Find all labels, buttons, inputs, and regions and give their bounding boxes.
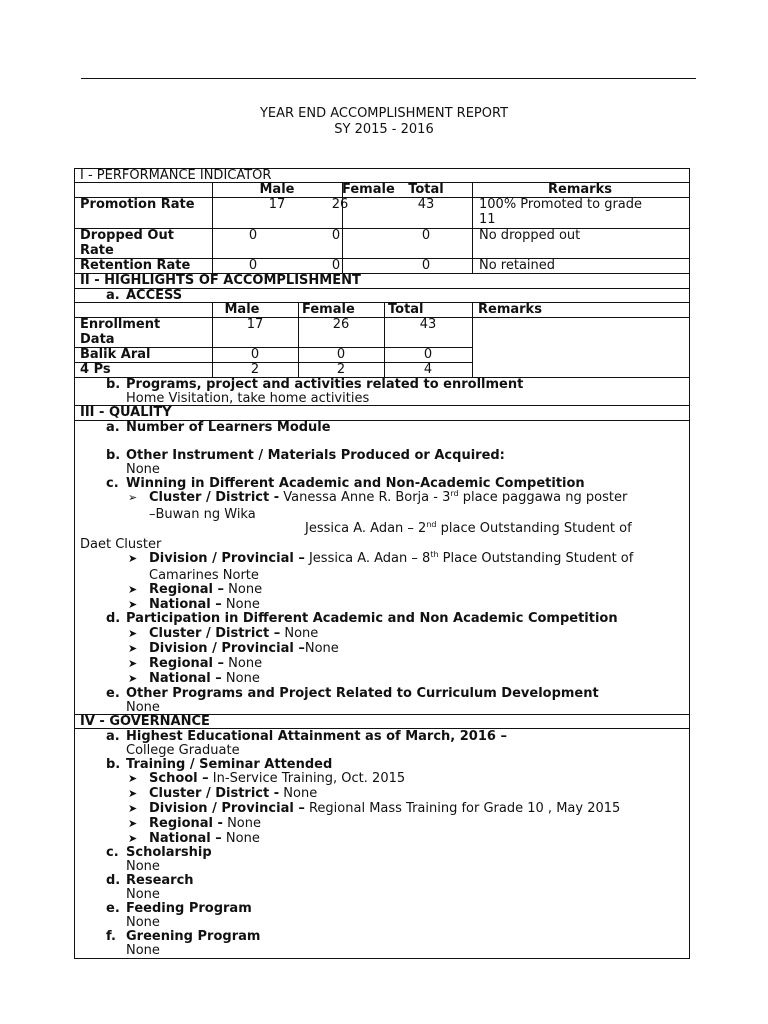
winning-cluster-cont: –Buwan ng Wika [149,507,256,522]
row-label-enrollment-cont: Data [80,332,115,347]
cell-male: 17 [268,197,286,212]
report-title: YEAR END ACCOMPLISHMENT REPORT [259,106,509,121]
cell-total: 0 [421,228,431,243]
cell-male: 0 [250,347,260,362]
arrow-bullet-icon: ➤ [128,772,138,785]
greening-label: Greening Program [126,929,261,944]
attainment-value: College Graduate [126,743,240,758]
header-total: Total [408,182,444,197]
training-item: Division / Provincial – Regional Mass Training for Grade 10 , May 2015 [149,801,621,816]
curriculum-label: Other Programs and Project Related to Curriculum Development [126,686,599,701]
list-marker: a. [106,729,120,744]
row-label-retention: Retention Rate [80,258,191,273]
header-remarks: Remarks [478,302,542,317]
list-marker: f. [106,929,116,944]
feeding-label: Feeding Program [126,901,252,916]
instruments-value: None [126,462,160,477]
cell-female: 0 [331,258,341,273]
arrow-bullet-icon: ➤ [128,642,138,655]
programs-label: Programs, project and activities related to enrollment [126,377,524,392]
participation-item: Regional – None [149,656,263,671]
row-label-4ps: 4 Ps [80,362,111,377]
winning-division: Division / Provincial – Jessica A. Adan – 8th Place Outstanding Student of [149,550,634,566]
arrow-bullet-icon: ➤ [128,787,138,800]
cell-total: 43 [419,317,437,332]
cell-total: 0 [421,258,431,273]
cell-male: 0 [248,228,258,243]
list-marker: b. [106,448,121,463]
list-marker: e. [106,901,120,916]
cell-remarks: 100% Promoted to grade [479,197,643,212]
list-marker: c. [106,476,119,491]
header-male: Male [224,302,260,317]
curriculum-value: None [126,700,160,715]
school-year: SY 2015 - 2016 [334,122,434,137]
training-item: National – None [149,831,260,846]
greening-value: None [126,943,160,958]
cell-remarks: No retained [479,258,556,273]
instruments-label: Other Instrument / Materials Produced or Acquired: [126,448,505,463]
list-marker: c. [106,845,119,860]
cell-male: 17 [246,317,264,332]
section-heading-performance: I - PERFORMANCE INDICATOR [80,168,272,183]
winning-division-cont: Camarines Norte [149,568,259,583]
participation-label: Participation in Different Academic and Non Academic Competition [126,611,618,626]
training-item: Cluster / District - None [149,786,318,801]
winning-cluster-2: Jessica A. Adan – 2nd place Outstanding Student of [305,520,632,536]
scholarship-value: None [126,859,160,874]
arrow-bullet-icon: ➤ [128,672,138,685]
learners-module-label: Number of Learners Module [126,420,331,435]
scholarship-label: Scholarship [126,845,212,860]
arrow-bullet-icon: ➤ [128,583,138,596]
cell-female: 2 [336,362,346,377]
research-value: None [126,887,160,902]
cell-female: 0 [336,347,346,362]
access-label: ACCESS [126,288,183,303]
participation-item: Cluster / District – None [149,626,319,641]
row-label-balik-aral: Balik Aral [80,347,151,362]
winning-cluster-2-cont: Daet Cluster [80,537,162,552]
list-marker: d. [106,873,121,888]
cell-total: 4 [423,362,433,377]
row-label-dropped-cont: Rate [80,243,114,258]
arrow-bullet-icon: ➤ [128,657,138,670]
participation-item: National – None [149,671,260,686]
list-marker: a. [106,420,120,435]
list-marker: e. [106,686,120,701]
row-label-dropped: Dropped Out [80,228,174,243]
feeding-value: None [126,915,160,930]
section-heading-quality: III - QUALITY [80,405,172,420]
cell-female: 0 [331,228,341,243]
list-marker: b. [106,757,121,772]
arrow-bullet-icon: ➤ [128,598,138,611]
header-total: Total [388,302,424,317]
programs-value: Home Visitation, take home activities [126,391,370,406]
arrow-bullet-icon: ➤ [128,802,138,815]
arrow-bullet-icon: ➤ [128,817,138,830]
cell-female: 26 [332,317,350,332]
cell-total: 0 [423,347,433,362]
section-heading-highlights: II - HIGHLIGHTS OF ACCOMPLISHMENT [80,273,361,288]
header-female: Female [302,302,355,317]
training-item: School – In-Service Training, Oct. 2015 [149,771,406,786]
row-label-promotion: Promotion Rate [80,197,195,212]
arrow-bullet-icon: ➤ [128,627,138,640]
cell-female: 26 [331,197,349,212]
row-label-enrollment: Enrollment [80,317,161,332]
winning-national: National – None [149,597,260,612]
header-remarks: Remarks [548,182,612,197]
training-item: Regional - None [149,816,261,831]
header-male: Male [259,182,295,197]
winning-cluster: Cluster / District - Vanessa Anne R. Borja - 3rd place paggawa ng poster [149,489,628,505]
list-marker: b. [106,377,121,392]
cell-male: 2 [250,362,260,377]
research-label: Research [126,873,194,888]
participation-item: Division / Provincial –None [149,641,339,656]
cell-total: 43 [417,197,435,212]
attainment-label: Highest Educational Attainment as of March, 2016 – [126,729,507,744]
winning-regional: Regional – None [149,582,263,597]
col-divider [472,302,473,377]
arrow-bullet-icon: ➢ [128,491,138,504]
list-marker: d. [106,611,121,626]
training-label: Training / Seminar Attended [126,757,333,772]
arrow-bullet-icon: ➤ [128,832,138,845]
header-female: Female [342,182,395,197]
list-marker: a. [106,288,120,303]
top-rule [81,78,696,79]
arrow-bullet-icon: ➤ [128,552,138,565]
cell-remarks-cont: 11 [479,212,496,227]
winning-label: Winning in Different Academic and Non-Academic Competition [126,476,585,491]
cell-male: 0 [248,258,258,273]
cell-remarks: No dropped out [479,228,581,243]
section-heading-governance: IV - GOVERNANCE [80,714,210,729]
